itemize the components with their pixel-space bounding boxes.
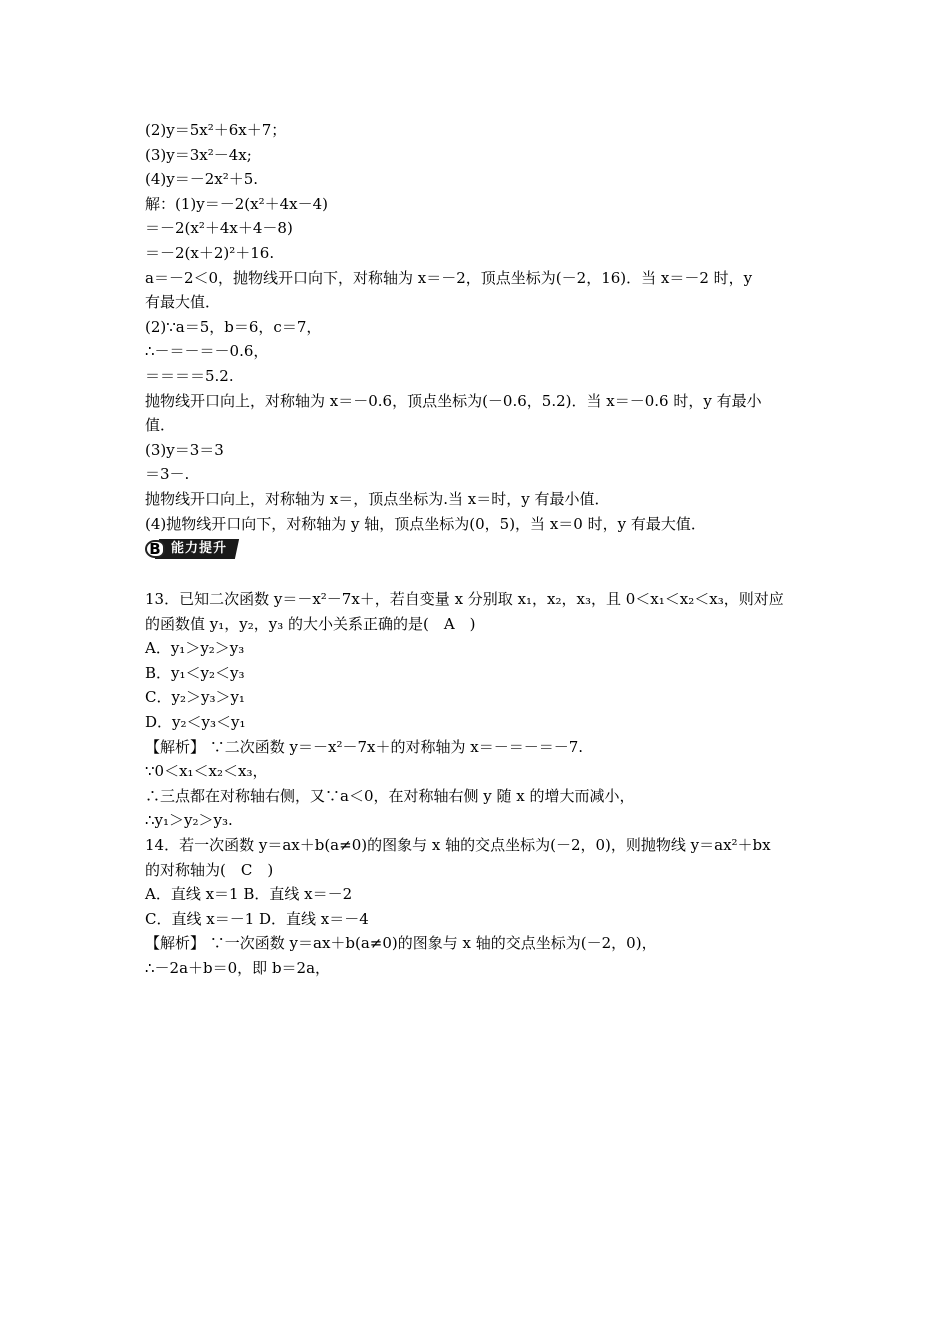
text-line: 的函数值 y₁，y₂，y₃ 的大小关系正确的是( A ) xyxy=(145,614,476,633)
document-body xyxy=(145,118,825,981)
text-line: 有最大值． xyxy=(145,293,221,312)
option-ab: A．直线 x＝1 B．直线 x＝－2 xyxy=(145,885,353,904)
solution-block xyxy=(145,118,825,536)
text-line: (2)y＝5x²＋6x＋7； xyxy=(145,121,287,139)
option-cd: C．直线 x＝－1 D．直线 x＝－4 xyxy=(145,909,369,928)
option-b: B．y₁＜y₂＜y₃ xyxy=(145,663,245,682)
text-line: 的对称轴为( C ) xyxy=(145,860,274,879)
text-line: 值． xyxy=(145,416,176,435)
text-line: 抛物线开口向上，对称轴为 x＝－0.6，顶点坐标为(－0.6，5.2)．当 x＝－0.6 时，y 有最小 xyxy=(145,391,762,410)
text-line: 解：(1)y＝－2(x²＋4x－4) xyxy=(145,194,328,213)
option-a: A．y₁＞y₂＞y₃ xyxy=(145,639,245,658)
text-line: (2)∵a＝5，b＝6，c＝7， xyxy=(145,317,322,336)
text-line: ∴－＝－＝－0.6， xyxy=(145,342,269,361)
text-line: (4)抛物线开口向下，对称轴为 y 轴，顶点坐标为(0，5)，当 x＝0 时，y 有最大值． xyxy=(145,514,706,533)
text-line: ＝＝＝＝5.2. xyxy=(145,366,234,385)
text-line: ＝3－. xyxy=(145,465,190,484)
section-badge xyxy=(145,539,237,559)
text-line: 14．若一次函数 y＝ax＋b(a≠0)的图象与 x 轴的交点坐标为(－2，0)，则抛物线 y＝ax²＋bx xyxy=(145,836,771,855)
text-line: ∵0＜x₁＜x₂＜x₃， xyxy=(145,762,268,781)
text-line: ＝－2(x²＋4x＋4－8) xyxy=(145,219,293,238)
section-badge-letter: B xyxy=(145,540,165,558)
option-c: C．y₂＞y₃＞y₁ xyxy=(145,688,245,707)
text-line: 抛物线开口向上，对称轴为 x＝，顶点坐标为.当 x＝时，y 有最小值． xyxy=(145,489,610,508)
text-line: a＝－2＜0，抛物线开口向下，对称轴为 x＝－2，顶点坐标为(－2，16)．当 x＝－2 时，y xyxy=(145,268,753,287)
text-line: (4)y＝－2x²＋5. xyxy=(145,170,259,189)
text-line: ∴三点都在对称轴右侧，又∵a＜0，在对称轴右侧 y 随 x 的增大而减小， xyxy=(145,786,635,805)
option-d: D．y₂＜y₃＜y₁ xyxy=(145,713,246,732)
text-line: 【解析】 ∵一次函数 y＝ax＋b(a≠0)的图象与 x 轴的交点坐标为(－2，0)， xyxy=(145,934,657,953)
questions-block xyxy=(145,587,825,981)
text-line: ∴－2a＋b＝0，即 b＝2a， xyxy=(145,959,331,977)
text-line: 13．已知二次函数 y＝－x²－7x＋，若自变量 x 分别取 x₁，x₂，x₃，且 0＜x₁＜x₂＜x₃，则对应 xyxy=(145,590,784,609)
text-line: ∴y₁＞y₂＞y₃. xyxy=(145,811,233,830)
text-line: (3)y＝3x²－4x; xyxy=(145,145,252,164)
text-line: ＝－2(x＋2)²＋16. xyxy=(145,243,275,262)
text-line: 【解析】 ∵二次函数 y＝－x²－7x＋的对称轴为 x＝－＝－＝－7. xyxy=(145,737,584,756)
text-line: (3)y＝3＝3 xyxy=(145,440,224,459)
section-badge-label: 能力提升 xyxy=(171,541,228,557)
